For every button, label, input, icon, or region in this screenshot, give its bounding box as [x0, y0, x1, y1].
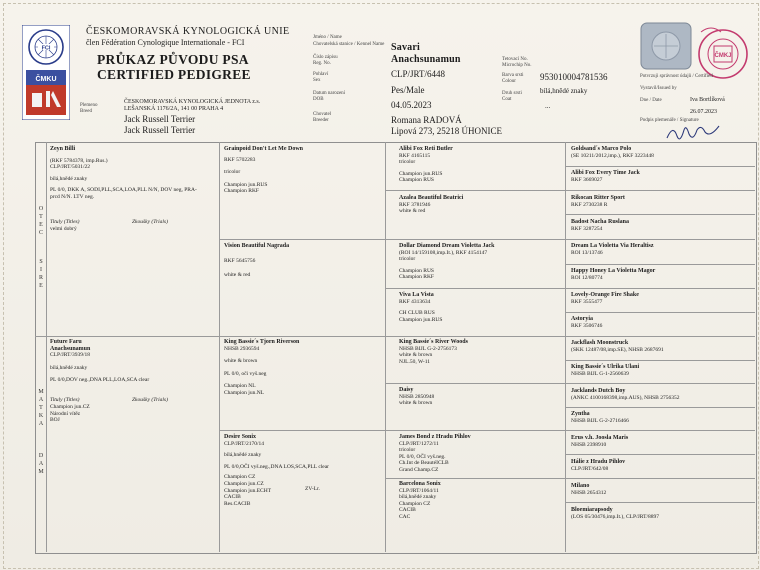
grandparent-line: tricolor [224, 169, 241, 176]
great-grandparent-cell [399, 481, 441, 521]
gggp-name: Alibi Fox Every Time Jack [571, 170, 640, 176]
svg-text:ČMKJ: ČMKJ [714, 53, 732, 59]
dog-colour: bílá,hnědé znaky [540, 87, 588, 95]
gggp-cell [571, 388, 679, 401]
org-name: ČESKOMORAVSKÁ KYNOLOGICKÁ UNIE [86, 26, 290, 37]
divider [385, 478, 755, 479]
grandparent-name: King Bassie´s Tjorn Riverson [224, 339, 300, 345]
ggp-line: white & red [399, 208, 426, 215]
gggp-name: Happy Honey La Violetta Magor [571, 268, 656, 274]
gggp-line: (SKK 12487/08,imp.SE), NHSB 2687691 [571, 346, 664, 353]
ggp-line: Champion RUS [399, 177, 434, 184]
divider-sire-dam [35, 336, 755, 337]
label-issued-by: Vystavil/Issued by [640, 86, 677, 91]
ggp-line: CLP/JRT/1064/11 [399, 487, 439, 494]
dam-titles-label: Tituly (Titles) [50, 397, 80, 403]
grandparent-line: bílá,hnědé znaky [224, 452, 262, 459]
gggp-name: Goldsand´s Marco Polo [571, 146, 632, 152]
grandparent-name: Vision Beautiful Nagrada [224, 243, 290, 249]
grandparent-name: Desire Sonix [224, 434, 257, 440]
gggp-cell [571, 219, 629, 232]
dog-microchip: 953010004781536 [540, 72, 608, 82]
ggp-line: RKF 3781946 [399, 201, 431, 208]
label-breeder: Chovatel Breeder [313, 112, 332, 123]
gggp-name: Zyntha [571, 411, 590, 417]
label-tattoo: Tetovací No. Microchip No. [502, 57, 532, 68]
grandparent-line: Champion jun.CZ [224, 480, 264, 487]
grandparent-line: white & red [224, 272, 251, 279]
gggp-line: NHSB BIJL G-1-2560639 [571, 370, 629, 377]
divider [385, 190, 755, 191]
great-grandparent-cell [399, 243, 494, 281]
ggp-line: Champion jun.RUS [399, 316, 443, 323]
issuer-line2: LEŠANSKÁ 1176/2A, 141 00 PRAHA 4 [124, 106, 224, 112]
ggp-name: Barcelona Sonix [399, 481, 441, 487]
grandparent-line: white & brown [224, 358, 258, 365]
grandparent-line: NHSB 2936594 [224, 345, 260, 352]
grandparent-line: Champion jun.RUS [224, 181, 268, 188]
sire-line: CLP/JRT/5031/22 [50, 164, 91, 171]
gggp-cell [571, 507, 659, 520]
gggp-cell [571, 146, 654, 159]
ggp-name: Azalea Beautiful Beatrici [399, 195, 464, 201]
gggp-line: NHSB 2654312 [571, 489, 607, 496]
divider [565, 407, 755, 408]
ggp-line: CACIB [399, 507, 416, 514]
breed-en: Jack Russell Terrier [124, 125, 196, 135]
ggp-line: white & brown [399, 400, 433, 407]
great-grandparent-cell [399, 146, 453, 184]
label-signature: Podpis plemenáře / Signature [640, 118, 699, 123]
grandparent-line: RKF 5702283 [224, 156, 256, 163]
dog-sex: Pes/Male [391, 85, 425, 95]
divider [565, 312, 755, 313]
dam-line: bílá,hnědé znaky [50, 364, 88, 371]
gggp-cell [571, 268, 655, 281]
divider [219, 239, 755, 240]
gggp-line: (LOS 05/30476,imp.It.), CLP/JRT/8897 [571, 513, 659, 520]
divider [219, 142, 220, 552]
sire-exams-label: Zkoušky (Trials) [132, 219, 168, 225]
ggp-line: NHSB BIJL G-2-2756173 [399, 345, 457, 352]
sire-line: (RKF 5784378, imp.Rus.) [50, 157, 108, 164]
divider [565, 142, 566, 552]
gggp-line: NHSB BIJL G-2-2716466 [571, 417, 629, 424]
gggp-line: ROI 12/80774 [571, 274, 603, 281]
ggp-line: CH CLUB RUS [399, 310, 435, 317]
ggp-line: Champion RUS [399, 267, 434, 274]
label-dob: Datum narození DOB [313, 91, 346, 102]
divider [565, 264, 755, 265]
divider [385, 383, 755, 384]
gggp-name: Astoryia [571, 316, 593, 322]
breed-cz: Jack Russell Terrier [124, 114, 196, 124]
grandparent-line: Champion jun.NL [224, 389, 265, 396]
grandparent-extra: ZV-Lr. [305, 486, 320, 492]
ggp-name: Alibi Fox Reti Butler [399, 146, 453, 152]
great-grandparent-cell [399, 292, 442, 323]
great-grandparent-cell [399, 339, 468, 365]
ggp-line: PL 0/0, OČI vyš.neg. [399, 453, 446, 460]
ggp-line: Champion RKF [399, 274, 434, 281]
ggp-line: CLP/JRT/1272/11 [399, 440, 439, 447]
grandparent-line: Champion jun.ECHT [224, 487, 272, 494]
gggp-cell [571, 435, 628, 448]
gggp-line: RKF 3287254 [571, 225, 603, 232]
grandparent-line: Res.CACIB [224, 500, 251, 507]
gggp-name: Dream La Violetta Via Heraltisz [571, 243, 654, 249]
gggp-line: RKF 3669027 [571, 176, 603, 183]
grandparent-line: Champion NL [224, 383, 256, 390]
grandparent-line: PL 0/0, oči vyš.neg [224, 370, 267, 377]
gggp-name: Lovely-Orange Fire Shake [571, 292, 639, 298]
great-grandparent-cell [399, 387, 434, 407]
gggp-name: Bloemiarapsody [571, 507, 613, 513]
ggp-line: Champion jun.RUS [399, 170, 443, 177]
ggp-line: Grand Champ.CZ [399, 466, 439, 473]
breed-label: Plemeno Breed [80, 103, 98, 114]
dog-name: Anachsunamun [391, 54, 461, 65]
gggp-cell [571, 243, 654, 256]
sire-line: PL 0/0, DKK A, SODI,PLL,SCA,LOA,PLL N/N, DOV neg, PRA- [50, 187, 197, 194]
divider [565, 454, 755, 455]
dam-cell [50, 339, 149, 384]
divider [565, 214, 755, 215]
ggp-line: RKF 4165115 [399, 152, 431, 159]
gggp-name: Rikocan Ritter Sport [571, 195, 625, 201]
gggp-line: (ANKC 4100168398,imp.AUS), NHSB 2756352 [571, 394, 680, 401]
label-name: Jméno / Name [313, 35, 342, 40]
signatory-name: Iva Bortlíková [690, 97, 725, 103]
sire-titles-value: velmi dobrý [50, 226, 77, 232]
gggp-name: Jacklands Dutch Boy [571, 388, 626, 394]
ggp-line: NJL.50, W-11 [399, 358, 431, 365]
title-en: CERTIFIED PEDIGREE [97, 67, 251, 82]
dog-reg: CLP/JRT/6448 [391, 69, 445, 79]
svg-text:ČMKU: ČMKU [35, 76, 57, 83]
title-cz: PRŮKAZ PŮVODU PSA [97, 52, 249, 67]
sire-cell [50, 146, 197, 201]
dog-kennel: Savari [391, 42, 420, 53]
dam-titles-value: Champion jun.CZ Národní vítěz BOJ [50, 404, 90, 424]
label-kennel: Chovatelská stanice / Kennel Name [313, 42, 385, 47]
hologram-icon [640, 22, 692, 70]
ggp-name: Viva La Vista [399, 292, 434, 298]
gggp-line: RKF 3506746 [571, 322, 603, 329]
gggp-line: (SE 10211/2012,imp.), RKF 3223448 [571, 152, 654, 159]
gggp-cell [571, 411, 629, 424]
ggp-line: tricolor [399, 447, 416, 454]
ggp-line: Champion CZ [399, 500, 431, 507]
sire-line: prcd N/N. LTV neg. [50, 193, 95, 200]
gggp-cell [571, 364, 639, 377]
grandparent-line: CACIB [224, 494, 241, 501]
ggp-line: (ROI 14/159108,imp.It.), RKF 4154147 [399, 249, 488, 256]
gggp-line: RKF 3555477 [571, 298, 603, 305]
ggp-line: Ch.Int de BeautéICLB [399, 460, 449, 467]
grandparent-line: Champion RKF [224, 188, 259, 195]
breeder-name: Romana RADOVÁ [391, 115, 462, 125]
issuer-line1: ČESKOMORAVSKÁ KYNOLOGICKÁ JEDNOTA z.s. [124, 99, 261, 105]
grandparent-cell [224, 339, 299, 397]
divider [46, 142, 47, 552]
divider [565, 502, 755, 503]
gggp-name: Hálie z Hradu Pihlov [571, 459, 626, 465]
dog-coat: ... [545, 102, 551, 110]
ggp-line: tricolor [399, 159, 416, 166]
side-label-matka: M A T K A [38, 389, 44, 427]
gggp-line: RKF 2730238 R [571, 201, 608, 208]
ggp-line: NHSB 2850948 [399, 393, 435, 400]
gggp-name: Erus v.h. Joosla Maris [571, 435, 629, 441]
divider [219, 430, 755, 431]
gggp-name: Badost Nacha Ruslana [571, 219, 630, 225]
dam-name-2: Anachsunamun [50, 345, 91, 352]
side-label-otec: O T E C [38, 206, 44, 236]
ggp-line: CAC [399, 513, 411, 520]
dam-name: Future Faru [50, 339, 82, 345]
ggp-name: James Bond z Hradu Pihlov [399, 434, 471, 440]
ggp-line: tricolor [399, 256, 416, 263]
label-sex: Pohlaví Sex [313, 72, 329, 83]
signature-icon [664, 124, 724, 142]
dam-line: PL 0/0,DOV neg.,DNA PLL,LOA,SCA clear [50, 377, 150, 384]
grandparent-line: RKF 5645756 [224, 257, 256, 264]
gggp-cell [571, 483, 606, 496]
gggp-cell [571, 195, 625, 208]
sire-titles-label: Tituly (Titles) [50, 219, 80, 225]
gggp-line: ROI 13/13746 [571, 249, 603, 256]
gggp-cell [571, 292, 639, 305]
label-reg: Číslo zápisu Reg. No. [313, 55, 338, 66]
side-label-dam: D A M [38, 453, 44, 475]
gggp-cell [571, 170, 640, 183]
ggp-name: Daisy [399, 387, 414, 393]
gggp-cell [571, 459, 625, 472]
divider [385, 288, 755, 289]
label-certified: Potvrzuji správnost údajů / Certified [640, 74, 713, 79]
divider [565, 360, 755, 361]
ggp-name: Dollar Diamond Dream Violetta Jack [399, 243, 495, 249]
grandparent-cell [224, 434, 329, 507]
divider [565, 166, 755, 167]
sire-line: bílá,hnědé znaky [50, 175, 88, 182]
ggp-name: King Bassie´s River Woods [399, 339, 468, 345]
ggp-line: bílá,hnědé znaky [399, 494, 437, 501]
gggp-name: Milano [571, 483, 590, 489]
grandparent-line: CLP/JRT/2170/14 [224, 440, 265, 447]
svg-text:FCI: FCI [41, 45, 51, 52]
great-grandparent-cell [399, 195, 463, 215]
great-grandparent-cell [399, 434, 471, 474]
gggp-name: Jackflash Moonstruck [571, 340, 629, 346]
sire-name: Zeyn Billi [50, 146, 76, 152]
issue-date: 26.07.2023 [690, 109, 717, 115]
label-date: Dne / Date [640, 98, 662, 103]
grandparent-line: PL 0/0,OČI vyš.neg.,DNA LOS,SCA,PLL clear [224, 463, 330, 470]
ggp-line: RKF 4313634 [399, 298, 431, 305]
grandparent-line: Champion CZ [224, 474, 256, 481]
dam-line: CLP/JRT/3939/18 [50, 352, 91, 359]
grandparent-cell [224, 146, 303, 195]
side-label-sire: S I R E [38, 259, 43, 289]
gggp-cell [571, 316, 602, 329]
label-coat: Druh srsti Coat [502, 91, 522, 102]
grandparent-cell [224, 243, 289, 279]
gggp-cell [571, 340, 664, 353]
grandparent-name: Grainpoid Don't Let Me Down [224, 146, 304, 152]
org-member: člen Fédération Cynologique Internationale - FCI [86, 38, 245, 47]
label-colour: Barva srsti Colour [502, 73, 524, 84]
dam-exams-label: Zkoušky (Trials) [132, 397, 168, 403]
gggp-line: CLP/JRT/642/08 [571, 465, 609, 472]
cmku-fci-logo-icon [22, 25, 70, 120]
divider [385, 142, 386, 552]
gggp-name: King Bassie´s Ulrika Ulani [571, 364, 640, 370]
ggp-line: white & brown [399, 352, 433, 359]
gggp-line: NHSB 2398910 [571, 441, 607, 448]
breeder-address: Lipová 273, 25218 ÚHONICE [391, 126, 502, 136]
dog-dob: 04.05.2023 [391, 100, 432, 110]
